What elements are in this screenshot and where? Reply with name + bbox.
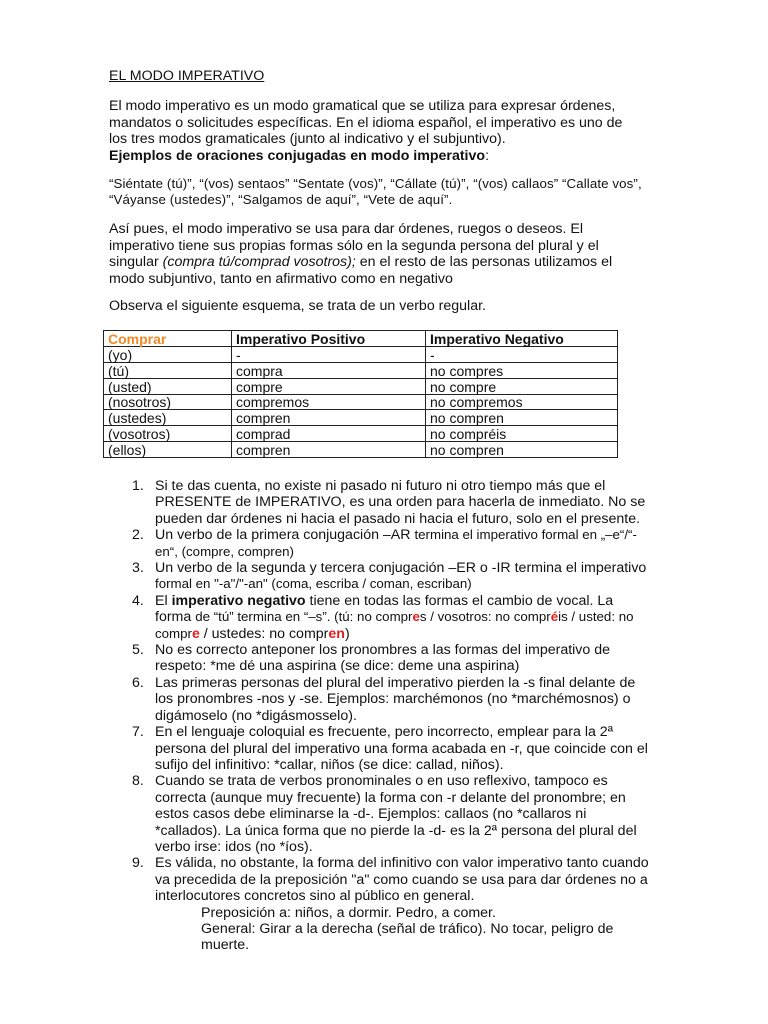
list-number: 2.: [132, 527, 144, 544]
sub-example-preposition: Preposición a: niños, a dormir. Pedro, a comer.: [201, 904, 496, 921]
conjugation-table: [103, 330, 618, 458]
list-number: 5.: [132, 642, 144, 659]
list-number: 7.: [132, 724, 144, 741]
sub-example-general: General: Girar a la derecha (señal de tráfico). No tocar, peligro de muerte.: [201, 920, 614, 954]
list-text: tiene en todas las formas el cambio de vocal. La forma: [155, 592, 614, 626]
table-cell-negative: no compremos: [426, 394, 618, 410]
list-number: 6.: [132, 674, 144, 691]
table-cell-negative: no compre: [426, 378, 618, 394]
sub-examples: [201, 905, 649, 954]
table-row: [104, 426, 618, 442]
table-row: [104, 442, 618, 458]
examples-text: “Siéntate (tú)”, “(vos) sentaos” “Sentate (vos)”, “Cállate (tú)”, “(vos) callaos” “Callate vos”, “Váyanse (ustedes)”, “Salgamos de aquí”, “Vete de aquí”.: [109, 176, 642, 208]
usage-text-italic: (compra tú/comprad vosotros);: [162, 254, 356, 271]
list-text: de “tú” termina en “–s”. (tú: no compr: [195, 609, 413, 625]
list-item: [109, 527, 649, 560]
list-text: El: [155, 592, 172, 609]
table-cell-person: (usted): [104, 378, 232, 394]
list-number: 8.: [132, 773, 144, 790]
list-text: Si te das cuenta, no existe ni pasado ni futuro ni otro tiempo más que el PRESENTE de IMPERATIVO, es una orden para hacerla de inmediato. No se pueden dar órdenes ni hacia el pasado ni hacia el futuro, solo en el presente.: [155, 478, 646, 527]
list-item: [109, 724, 649, 773]
list-text: Un verbo de la primera conjugación –AR: [155, 527, 415, 544]
usage-paragraph: [109, 221, 629, 287]
list-item: [109, 478, 649, 527]
examples-heading: Ejemplos de oraciones conjugadas en modo imperativo: [109, 147, 486, 164]
notes-list: [109, 478, 649, 954]
list-number: 9.: [132, 855, 144, 872]
list-text: / ustedes: no compr: [199, 625, 329, 642]
examples-heading-colon: :: [485, 147, 490, 164]
table-cell-person: (vosotros): [104, 426, 232, 442]
table-cell-positive: compra: [232, 362, 426, 378]
table-cell-person: (yo): [104, 346, 232, 362]
table-row: [104, 362, 618, 378]
list-item: [109, 560, 649, 593]
list-text: No es correcto anteponer los pronombres a las formas del imperativo de respeto: *me dé una aspirina (se dice: deme una aspirina): [155, 642, 611, 675]
list-text: s / vosotros: no compr: [419, 609, 551, 625]
list-text-bold: imperativo negativo: [171, 592, 306, 609]
table-cell-negative: -: [426, 346, 618, 362]
list-text: Un verbo de la segunda y tercera conjugación –ER o -IR termina el imperativo: [155, 560, 647, 577]
list-text: termina el imperativo formal en „–e“/“-en“, (compre, compren): [155, 527, 637, 559]
list-number: 4.: [132, 592, 144, 609]
highlight-vowel: e: [412, 609, 420, 625]
highlight-vowel: e: [191, 625, 200, 642]
list-item: [109, 855, 649, 953]
intro-text: El modo imperativo es un modo gramatical que se utiliza para expresar órdenes, mandatos o solicitudes específicas. En el idioma español, el imperativo es uno de los tres modos gramaticales (junto al indicativo y el subjuntivo).: [109, 98, 623, 148]
table-cell-person: (ellos): [104, 442, 232, 458]
table-cell-positive: compren: [232, 410, 426, 426]
list-text: ): [344, 625, 350, 642]
table-cell-person: (nosotros): [104, 394, 232, 410]
list-text: formal en "-a"/"-an" (coma, escriba / coman, escriban): [155, 576, 472, 592]
table-row: [104, 394, 618, 410]
table-cell-negative: no compren: [426, 442, 618, 458]
table-cell-positive: comprad: [232, 426, 426, 442]
table-cell-positive: compremos: [232, 394, 426, 410]
table-cell-negative: no compres: [426, 362, 618, 378]
scheme-intro: Observa el siguiente esquema, se trata de un verbo regular.: [109, 298, 486, 314]
table-header-row: [104, 331, 618, 347]
table-cell-positive: compren: [232, 442, 426, 458]
table-cell-person: (tú): [104, 362, 232, 378]
list-text: Las primeras personas del plural del imperativo pierden la -s final delante de los pronombres -nos y -se. Ejemplos: marchémonos (no *marchémosnos) o digámoselo (no *digásmosselo).: [155, 674, 636, 724]
list-text: Cuando se trata de verbos pronominales o en uso reflexivo, tampoco es correcta (aunque muy frecuente) la forma con -r delante del pronombre; en estos casos debe eliminarse la -d-. Ejemplos: callaos (no *callaros ni *callados). La única forma que no pierde la -d- es la 2ª persona del plural del verbo irse: idos (no *íos).: [155, 773, 637, 855]
table-cell-negative: no compren: [426, 410, 618, 426]
list-text: Es válida, no obstante, la forma del infinitivo con valor imperativo tanto cuando va precedida de la preposición "a" como cuando se usa para dar órdenes no a interlocutores concretos sino al público en general.: [155, 855, 649, 905]
list-number: 3.: [132, 560, 144, 577]
list-item: [109, 773, 649, 855]
table-cell-negative: no compréis: [426, 426, 618, 442]
list-number: 1.: [132, 478, 144, 494]
table-cell-positive: compre: [232, 378, 426, 394]
list-item: [109, 593, 649, 642]
usage-text-b: en el resto de las personas utilizamos el modo subjuntivo, tanto en afirmativo como en negativo: [109, 254, 613, 287]
header-verb: Comprar: [104, 331, 232, 347]
table-cell-person: (ustedes): [104, 410, 232, 426]
header-negative: Imperativo Negativo: [426, 331, 618, 347]
usage-text-a: Así pues, el modo imperativo se usa para dar órdenes, ruegos o deseos. El imperativo tiene sus propias formas sólo en la segunda persona del plural y el singular: [109, 221, 599, 271]
list-text: En el lenguaje coloquial es frecuente, pero incorrecto, emplear para la 2ª persona del plural del imperativo una forma acabada en -r, que coincide con el sufijo del infinitivo: *callar, niños (se dice: callad, niños).: [155, 724, 648, 773]
list-item: [109, 642, 649, 675]
table-row: [104, 378, 618, 394]
highlight-vowel: en: [328, 625, 345, 642]
table-row: [104, 346, 618, 362]
table-row: [104, 410, 618, 426]
header-positive: Imperativo Positivo: [232, 331, 426, 347]
document-title: EL MODO IMPERATIVO: [109, 68, 265, 84]
intro-paragraph: [109, 98, 629, 164]
highlight-vowel: é: [550, 609, 559, 625]
list-item: [109, 675, 649, 724]
list-text: is / usted: no compr: [155, 609, 634, 641]
table-cell-positive: -: [232, 346, 426, 362]
